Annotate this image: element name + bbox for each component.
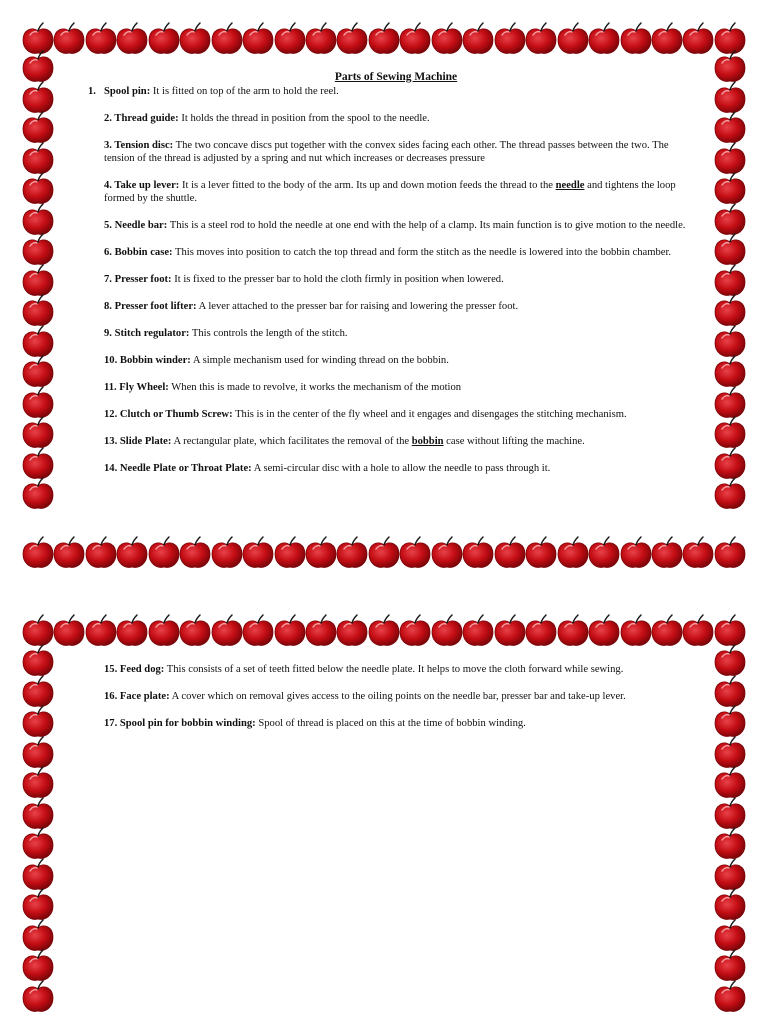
apple-icon <box>337 23 367 53</box>
apple-icon <box>23 265 53 295</box>
apple-icon <box>23 537 53 567</box>
apple-icon <box>558 615 588 645</box>
item-text: This is a steel rod to hold the needle at one end with the help of a clamp. Its main function is to give motion to the needle. <box>167 220 686 231</box>
apple-icon <box>715 615 745 645</box>
apple-icon <box>23 706 53 736</box>
item-text: Spool of thread is placed on this at the time of bobbin winding. <box>255 718 526 729</box>
apple-icon <box>400 537 430 567</box>
apple-icon <box>715 645 745 675</box>
apple-icon <box>715 23 745 53</box>
apple-icon <box>495 537 525 567</box>
apple-icon <box>180 615 210 645</box>
apple-icon <box>243 615 273 645</box>
apple-icon <box>715 737 745 767</box>
item-text: It holds the thread in position from the spool to the needle. <box>178 113 430 124</box>
apple-icon <box>715 798 745 828</box>
apple-icon <box>23 143 53 173</box>
item-label: Spool pin: <box>104 86 151 97</box>
apple-icon <box>683 23 713 53</box>
item-text: A cover which on removal gives access to the oiling points on the needle bar, presser bar and take-up lever. <box>169 691 626 702</box>
item-text: It is fitted on top of the arm to hold the reel. <box>150 86 339 97</box>
apple-icon <box>715 448 745 478</box>
apple-icon <box>306 615 336 645</box>
apple-icon <box>23 920 53 950</box>
apple-icon <box>715 920 745 950</box>
list-item <box>88 663 700 676</box>
apple-icon <box>117 23 147 53</box>
apple-icon <box>589 23 619 53</box>
page-1 <box>88 71 700 489</box>
apple-icon <box>23 356 53 386</box>
item-label: 16. Face plate: <box>104 691 170 702</box>
page-2 <box>88 663 700 744</box>
apple-icon <box>652 537 682 567</box>
item-text: A simple mechanism used for winding thread on the bobbin. <box>190 355 449 366</box>
item-text: This is in the center of the fly wheel and it engages and disengages the stitching mechanism. <box>232 409 627 420</box>
apple-icon <box>715 143 745 173</box>
apple-icon <box>23 828 53 858</box>
apple-icon <box>715 478 745 508</box>
page-title: Parts of Sewing Machine <box>334 71 458 83</box>
item-label: 14. Needle Plate or Throat Plate: <box>104 463 252 474</box>
apple-icon <box>369 23 399 53</box>
apple-icon <box>715 234 745 264</box>
apple-icon <box>23 51 53 81</box>
apple-icon <box>243 23 273 53</box>
apple-icon <box>149 23 179 53</box>
item-label: 17. Spool pin for bobbin winding: <box>104 718 256 729</box>
apple-icon <box>117 537 147 567</box>
apple-icon <box>23 326 53 356</box>
item-label: 10. Bobbin winder: <box>104 355 191 366</box>
apple-icon <box>23 295 53 325</box>
apple-icon <box>589 537 619 567</box>
apple-icon <box>212 537 242 567</box>
apple-icon <box>715 173 745 203</box>
list-item <box>88 246 700 259</box>
apple-icon <box>23 204 53 234</box>
apple-icon <box>715 981 745 1011</box>
item-label: 13. Slide Plate: <box>104 436 172 447</box>
item-text: It is fixed to the presser bar to hold the cloth firmly in position when lowered. <box>171 274 504 285</box>
apple-icon <box>275 537 305 567</box>
list-item <box>88 179 700 205</box>
list-item <box>88 112 700 125</box>
parts-list <box>88 663 700 730</box>
apple-icon <box>23 767 53 797</box>
apple-icon <box>275 23 305 53</box>
item-text: The two concave discs put together with the convex sides facing each other. The thread passes between the two. The tension of the thread is adjusted by a spring and nut which increases or decreases pressure <box>104 140 669 164</box>
apple-icon <box>463 23 493 53</box>
apple-icon <box>54 23 84 53</box>
apple-icon <box>337 537 367 567</box>
apple-icon <box>212 23 242 53</box>
apple-icon <box>715 767 745 797</box>
apple-icon <box>432 537 462 567</box>
apple-icon <box>180 23 210 53</box>
apple-icon <box>369 615 399 645</box>
item-text: case without lifting the machine. <box>443 436 585 447</box>
glossary-link[interactable]: bobbin <box>411 436 444 447</box>
item-body <box>104 85 339 98</box>
item-text: It is a lever fitted to the body of the arm. Its up and down motion feeds the thread to the <box>179 180 556 191</box>
list-item <box>88 354 700 367</box>
apple-icon <box>86 537 116 567</box>
apple-icon <box>715 676 745 706</box>
apple-icon <box>715 82 745 112</box>
apple-icon <box>589 615 619 645</box>
apple-icon <box>23 82 53 112</box>
list-item <box>88 435 700 448</box>
item-text: This consists of a set of teeth fitted below the needle plate. It helps to move the cloth forward while sewing. <box>164 664 624 675</box>
apple-icon <box>23 234 53 264</box>
list-item <box>88 408 700 421</box>
apple-icon <box>715 51 745 81</box>
apple-icon <box>23 645 53 675</box>
apple-icon <box>432 23 462 53</box>
apple-icon <box>495 615 525 645</box>
item-label: 7. Presser foot: <box>104 274 172 285</box>
apple-icon <box>212 615 242 645</box>
apple-icon <box>715 112 745 142</box>
item-label: 8. Presser foot lifter: <box>104 301 197 312</box>
apple-icon <box>54 537 84 567</box>
item-text: A semi-circular disc with a hole to allow the needle to pass through it. <box>251 463 551 474</box>
item-text: A rectangular plate, which facilitates the removal of the <box>171 436 412 447</box>
list-item <box>88 381 700 394</box>
apple-icon <box>23 387 53 417</box>
apple-icon <box>715 295 745 325</box>
list-item <box>88 462 700 475</box>
apple-icon <box>23 417 53 447</box>
apple-icon <box>526 23 556 53</box>
list-item <box>88 139 700 165</box>
item-text: This moves into position to catch the top thread and form the stitch as the needle is lowered into the bobbin chamber. <box>172 247 672 258</box>
apple-icon <box>715 537 745 567</box>
apple-icon <box>715 417 745 447</box>
apple-icon <box>715 889 745 919</box>
apple-icon <box>23 676 53 706</box>
apple-icon <box>652 615 682 645</box>
apple-icon <box>621 23 651 53</box>
apple-icon <box>715 828 745 858</box>
item-text: A lever attached to the presser bar for raising and lowering the presser foot. <box>196 301 519 312</box>
apple-icon <box>463 537 493 567</box>
apple-icon <box>463 615 493 645</box>
list-item <box>88 85 700 98</box>
item-label: 9. Stitch regulator: <box>104 328 190 339</box>
apple-icon <box>23 448 53 478</box>
apple-icon <box>432 615 462 645</box>
apple-icon <box>495 23 525 53</box>
apple-icon <box>715 859 745 889</box>
list-item <box>88 717 700 730</box>
item-label: 12. Clutch or Thumb Screw: <box>104 409 233 420</box>
apple-icon <box>149 615 179 645</box>
apple-icon <box>86 615 116 645</box>
item-label: 4. Take up lever: <box>104 180 180 191</box>
apple-icon <box>400 615 430 645</box>
apple-icon <box>558 537 588 567</box>
list-item <box>88 327 700 340</box>
list-item <box>88 690 700 703</box>
apple-icon <box>621 615 651 645</box>
list-item <box>88 300 700 313</box>
apple-icon <box>715 706 745 736</box>
apple-icon <box>715 326 745 356</box>
item-text: and tightens the loop formed by the shuttle. <box>104 180 676 204</box>
item-label: 3. Tension disc: <box>104 140 174 151</box>
item-text: When this is made to revolve, it works the mechanism of the motion <box>168 382 462 393</box>
apple-icon <box>117 615 147 645</box>
item-label: 2. Thread guide: <box>104 113 179 124</box>
apple-icon <box>683 615 713 645</box>
apple-icon <box>621 537 651 567</box>
apple-icon <box>149 537 179 567</box>
apple-icon <box>306 23 336 53</box>
apple-icon <box>180 537 210 567</box>
item-label: 5. Needle bar: <box>104 220 168 231</box>
apple-icon <box>715 356 745 386</box>
apple-icon <box>23 737 53 767</box>
apple-icon <box>23 23 53 53</box>
apple-icon <box>715 950 745 980</box>
apple-icon <box>23 173 53 203</box>
item-label: 6. Bobbin case: <box>104 247 173 258</box>
apple-icon <box>337 615 367 645</box>
apple-icon <box>715 265 745 295</box>
apple-icon <box>23 981 53 1011</box>
apple-icon <box>23 478 53 508</box>
apple-icon <box>715 387 745 417</box>
apple-icon <box>275 615 305 645</box>
apple-icon <box>369 537 399 567</box>
apple-icon <box>652 23 682 53</box>
apple-icon <box>243 537 273 567</box>
apple-icon <box>526 615 556 645</box>
apple-icon <box>23 798 53 828</box>
apple-icon <box>683 537 713 567</box>
apple-icon <box>400 23 430 53</box>
item-label: 11. Fly Wheel: <box>104 382 169 393</box>
apple-icon <box>715 204 745 234</box>
apple-icon <box>23 950 53 980</box>
apple-icon <box>54 615 84 645</box>
apple-icon <box>526 537 556 567</box>
item-number: 1. <box>88 86 96 97</box>
apple-icon <box>558 23 588 53</box>
apple-icon <box>23 112 53 142</box>
apple-icon <box>23 615 53 645</box>
glossary-link[interactable]: needle <box>555 180 585 191</box>
apple-icon <box>23 859 53 889</box>
apple-icon <box>306 537 336 567</box>
apple-icon <box>86 23 116 53</box>
apple-icon <box>23 889 53 919</box>
list-item <box>88 273 700 286</box>
item-label: 15. Feed dog: <box>104 664 165 675</box>
list-item <box>88 219 700 232</box>
parts-list <box>88 112 700 475</box>
item-text: This controls the length of the stitch. <box>189 328 348 339</box>
